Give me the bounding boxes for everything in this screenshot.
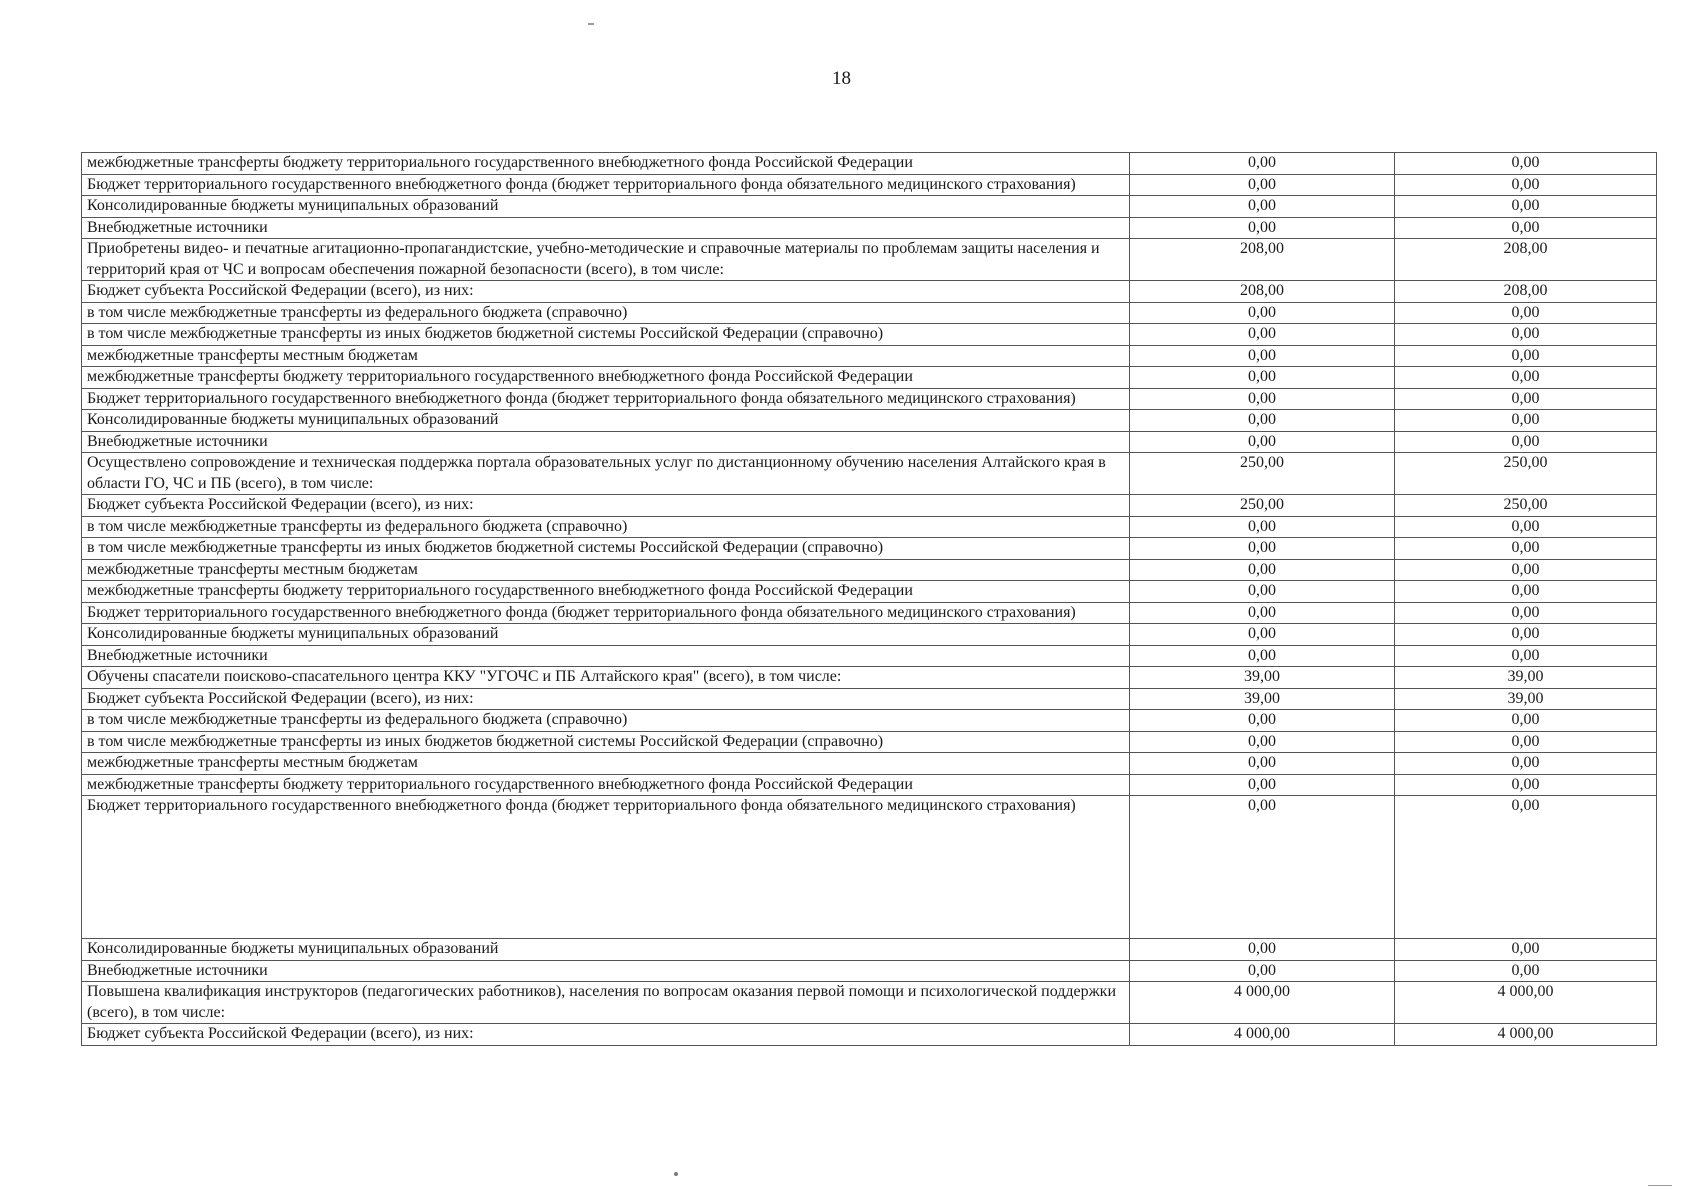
table-row: [82, 538, 1657, 560]
scan-mark: [1648, 1185, 1672, 1186]
row-value-1: 0,00: [1130, 431, 1395, 453]
row-value-1: 0,00: [1130, 559, 1395, 581]
row-label: Консолидированные бюджеты муниципальных образований: [82, 939, 1130, 961]
row-value-1: 208,00: [1130, 281, 1395, 303]
row-value-1: 0,00: [1130, 624, 1395, 646]
row-value-1: 0,00: [1130, 581, 1395, 603]
row-label: Внебюджетные источники: [82, 645, 1130, 667]
scan-mark: [588, 23, 594, 25]
row-value-1: 0,00: [1130, 302, 1395, 324]
row-value-1: 250,00: [1130, 453, 1395, 495]
table-row: [82, 667, 1657, 689]
table-row: [82, 495, 1657, 517]
table-row: [82, 281, 1657, 303]
row-label: Бюджет субъекта Российской Федерации (всего), из них:: [82, 495, 1130, 517]
row-value-2: 0,00: [1395, 302, 1657, 324]
table-row: [82, 388, 1657, 410]
row-value-2: 0,00: [1395, 217, 1657, 239]
row-label: в том числе межбюджетные трансферты из иных бюджетов бюджетной системы Российской Федерации (справочно): [82, 731, 1130, 753]
row-value-2: 0,00: [1395, 710, 1657, 732]
row-label: Внебюджетные источники: [82, 960, 1130, 982]
table-row: [82, 217, 1657, 239]
table-row: [82, 624, 1657, 646]
row-value-1: 0,00: [1130, 710, 1395, 732]
row-value-2: 0,00: [1395, 939, 1657, 961]
row-value-1: 0,00: [1130, 196, 1395, 218]
row-label: межбюджетные трансферты бюджету территориального государственного внебюджетного фонда Российской Федерации: [82, 153, 1130, 175]
row-value-2: 4 000,00: [1395, 982, 1657, 1024]
table-row: [82, 688, 1657, 710]
row-label: Бюджет субъекта Российской Федерации (всего), из них:: [82, 688, 1130, 710]
row-label: Внебюджетные источники: [82, 431, 1130, 453]
row-value-2: 250,00: [1395, 495, 1657, 517]
row-value-2: 0,00: [1395, 345, 1657, 367]
row-label: межбюджетные трансферты местным бюджетам: [82, 559, 1130, 581]
row-value-2: 39,00: [1395, 667, 1657, 689]
row-label: Консолидированные бюджеты муниципальных образований: [82, 410, 1130, 432]
table-row: [82, 153, 1657, 175]
row-value-2: 208,00: [1395, 239, 1657, 281]
row-label: межбюджетные трансферты бюджету территориального государственного внебюджетного фонда Российской Федерации: [82, 581, 1130, 603]
table-row: [82, 302, 1657, 324]
row-value-2: 0,00: [1395, 431, 1657, 453]
page-number: 18: [832, 68, 851, 89]
row-value-1: 0,00: [1130, 367, 1395, 389]
row-label: Внебюджетные источники: [82, 217, 1130, 239]
row-value-1: 250,00: [1130, 495, 1395, 517]
table-row: [82, 196, 1657, 218]
table-row: [82, 796, 1657, 939]
row-value-1: 0,00: [1130, 217, 1395, 239]
row-value-2: 0,00: [1395, 153, 1657, 175]
row-value-1: 0,00: [1130, 753, 1395, 775]
row-value-1: 0,00: [1130, 960, 1395, 982]
row-label: межбюджетные трансферты местным бюджетам: [82, 345, 1130, 367]
row-value-2: 0,00: [1395, 324, 1657, 346]
row-label: Осуществлено сопровождение и техническая поддержка портала образовательных услуг по дистанционному обучению населения Алтайского края в области ГО, ЧС и ПБ (всего), в том числе:: [82, 453, 1130, 495]
row-value-2: 0,00: [1395, 516, 1657, 538]
row-label: в том числе межбюджетные трансферты из иных бюджетов бюджетной системы Российской Федерации (справочно): [82, 324, 1130, 346]
table-row: [82, 960, 1657, 982]
row-label: Консолидированные бюджеты муниципальных образований: [82, 624, 1130, 646]
row-value-1: 0,00: [1130, 345, 1395, 367]
row-value-2: 0,00: [1395, 410, 1657, 432]
row-value-1: 0,00: [1130, 410, 1395, 432]
row-label: Бюджет субъекта Российской Федерации (всего), из них:: [82, 281, 1130, 303]
row-label: в том числе межбюджетные трансферты из федерального бюджета (справочно): [82, 302, 1130, 324]
table-row: [82, 345, 1657, 367]
row-value-1: 0,00: [1130, 731, 1395, 753]
row-label: Бюджет территориального государственного внебюджетного фонда (бюджет территориального фонда обязательного медицинского страхования): [82, 796, 1130, 939]
row-value-1: 0,00: [1130, 939, 1395, 961]
table-row: [82, 367, 1657, 389]
row-value-1: 0,00: [1130, 388, 1395, 410]
table-row: [82, 602, 1657, 624]
table-row: [82, 1024, 1657, 1046]
row-value-1: 4 000,00: [1130, 1024, 1395, 1046]
row-value-2: 39,00: [1395, 688, 1657, 710]
table-row: [82, 324, 1657, 346]
row-value-2: 0,00: [1395, 645, 1657, 667]
table-row: [82, 410, 1657, 432]
row-value-2: 0,00: [1395, 174, 1657, 196]
row-value-2: 0,00: [1395, 602, 1657, 624]
table-row: [82, 431, 1657, 453]
table-row: [82, 516, 1657, 538]
row-label: Бюджет территориального государственного внебюджетного фонда (бюджет территориального фонда обязательного медицинского страхования): [82, 602, 1130, 624]
row-value-2: 0,00: [1395, 196, 1657, 218]
row-label: в том числе межбюджетные трансферты из федерального бюджета (справочно): [82, 516, 1130, 538]
row-label: Бюджет территориального государственного внебюджетного фонда (бюджет территориального фонда обязательного медицинского страхования): [82, 388, 1130, 410]
table-row: [82, 581, 1657, 603]
table-row: [82, 174, 1657, 196]
row-value-2: 0,00: [1395, 624, 1657, 646]
row-value-2: 0,00: [1395, 753, 1657, 775]
row-value-2: 0,00: [1395, 388, 1657, 410]
row-label: Бюджет субъекта Российской Федерации (всего), из них:: [82, 1024, 1130, 1046]
row-value-1: 0,00: [1130, 796, 1395, 939]
row-value-1: 39,00: [1130, 688, 1395, 710]
row-label: Бюджет территориального государственного внебюджетного фонда (бюджет территориального фонда обязательного медицинского страхования): [82, 174, 1130, 196]
row-value-2: 0,00: [1395, 960, 1657, 982]
row-value-2: 0,00: [1395, 367, 1657, 389]
row-value-1: 0,00: [1130, 174, 1395, 196]
scan-mark: [674, 1172, 678, 1176]
row-label: Консолидированные бюджеты муниципальных образований: [82, 196, 1130, 218]
budget-table: [81, 152, 1657, 1046]
row-value-2: 0,00: [1395, 538, 1657, 560]
row-value-2: 0,00: [1395, 774, 1657, 796]
row-value-2: 0,00: [1395, 731, 1657, 753]
row-value-1: 0,00: [1130, 645, 1395, 667]
row-value-2: 250,00: [1395, 453, 1657, 495]
row-label: межбюджетные трансферты местным бюджетам: [82, 753, 1130, 775]
row-value-1: 0,00: [1130, 774, 1395, 796]
row-label: Повышена квалификация инструкторов (педагогических работников), населения по вопросам оказания первой помощи и психологической поддержки (всего), в том числе:: [82, 982, 1130, 1024]
table-body: [82, 153, 1657, 1046]
row-value-2: 0,00: [1395, 796, 1657, 939]
row-value-1: 0,00: [1130, 602, 1395, 624]
table-row: [82, 710, 1657, 732]
table-row: [82, 982, 1657, 1024]
row-value-1: 0,00: [1130, 538, 1395, 560]
row-value-2: 4 000,00: [1395, 1024, 1657, 1046]
row-label: межбюджетные трансферты бюджету территориального государственного внебюджетного фонда Российской Федерации: [82, 774, 1130, 796]
table-row: [82, 239, 1657, 281]
row-label: межбюджетные трансферты бюджету территориального государственного внебюджетного фонда Российской Федерации: [82, 367, 1130, 389]
table-row: [82, 559, 1657, 581]
table-row: [82, 774, 1657, 796]
row-label: в том числе межбюджетные трансферты из федерального бюджета (справочно): [82, 710, 1130, 732]
table-row: [82, 645, 1657, 667]
table-row: [82, 453, 1657, 495]
row-value-1: 0,00: [1130, 516, 1395, 538]
row-value-2: 0,00: [1395, 559, 1657, 581]
row-value-2: 208,00: [1395, 281, 1657, 303]
table-row: [82, 731, 1657, 753]
row-value-1: 208,00: [1130, 239, 1395, 281]
row-value-1: 0,00: [1130, 324, 1395, 346]
row-label: Приобретены видео- и печатные агитационно-пропагандистские, учебно-методические и справочные материалы по проблемам защиты населения и территорий края от ЧС и вопросам обеспечения пожарной безопасности (всего), в том числе:: [82, 239, 1130, 281]
row-value-1: 39,00: [1130, 667, 1395, 689]
table-row: [82, 939, 1657, 961]
row-label: в том числе межбюджетные трансферты из иных бюджетов бюджетной системы Российской Федерации (справочно): [82, 538, 1130, 560]
row-value-2: 0,00: [1395, 581, 1657, 603]
table-row: [82, 753, 1657, 775]
row-label: Обучены спасатели поисково-спасательного центра ККУ "УГОЧС и ПБ Алтайского края" (всего), в том числе:: [82, 667, 1130, 689]
row-value-1: 4 000,00: [1130, 982, 1395, 1024]
row-value-1: 0,00: [1130, 153, 1395, 175]
